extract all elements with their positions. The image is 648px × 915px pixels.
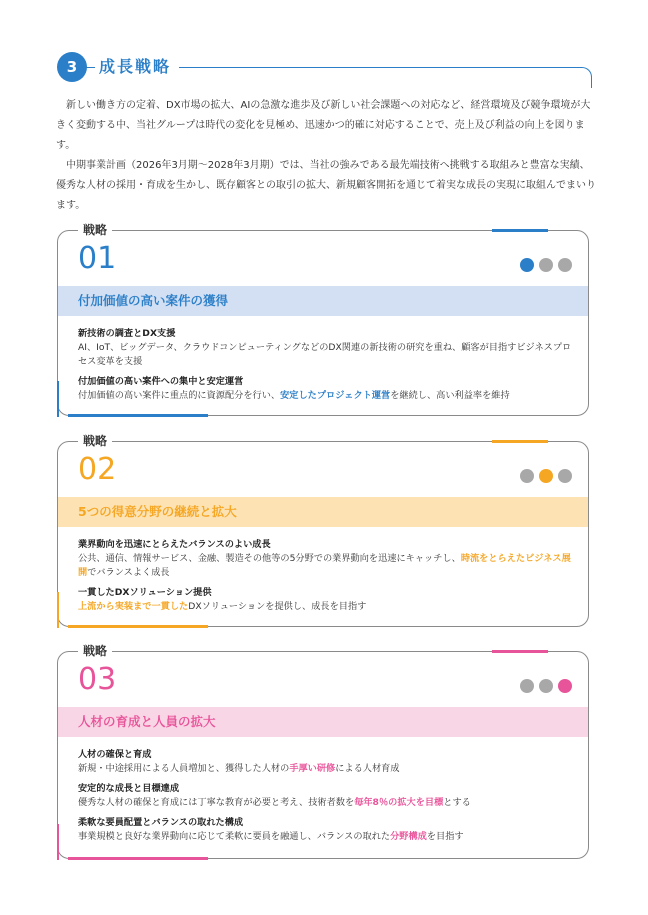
item-text-pre: 事業規模と良好な業界動向に応じて柔軟に要員を融通し、バランスの取れた bbox=[78, 831, 391, 842]
item-text bbox=[78, 830, 578, 844]
item-heading: 安定的な成長と目標達成 bbox=[78, 783, 180, 794]
indicator-dot bbox=[520, 679, 534, 693]
indicator-dot bbox=[558, 258, 572, 272]
strategy-items bbox=[78, 327, 578, 409]
item-text bbox=[78, 341, 578, 369]
strategy-card-01 bbox=[57, 223, 589, 416]
item-text-pre: AI、IoT、ビッグデータ、クラウドコンピューティングなどのDX関連の新技術の研究を重ね、顧客が目指すビジネスプロセス変革を支援 bbox=[78, 342, 572, 367]
indicator-dot-active bbox=[558, 679, 572, 693]
card-accent-bottom bbox=[68, 625, 208, 628]
item-text-highlight: 手厚い研修 bbox=[289, 763, 336, 774]
strategy-tag: 戦略 bbox=[78, 222, 112, 238]
strategy-item bbox=[78, 327, 578, 369]
item-text bbox=[78, 600, 578, 614]
strategy-indicator-dots bbox=[515, 468, 572, 487]
strategy-number: 03 bbox=[78, 662, 117, 697]
item-text-post: による人材育成 bbox=[335, 763, 400, 774]
strategy-number: 02 bbox=[78, 452, 117, 487]
strategy-items bbox=[78, 748, 578, 850]
card-accent-bottom bbox=[68, 857, 208, 860]
section-number-badge: 3 bbox=[57, 52, 87, 82]
card-accent-left bbox=[57, 592, 59, 628]
strategy-item bbox=[78, 816, 578, 844]
card-accent-top bbox=[492, 229, 548, 232]
strategy-card-03 bbox=[57, 644, 589, 859]
item-heading: 人材の確保と育成 bbox=[78, 749, 152, 760]
item-text-pre: 公共、通信、情報サービス、金融、製造その他等の5分野での業界動向を迅速にキャッチし、 bbox=[78, 553, 461, 564]
indicator-dot-active bbox=[539, 469, 553, 483]
section-header bbox=[57, 51, 592, 87]
strategy-indicator-dots bbox=[515, 257, 572, 276]
strategy-title: 付加価値の高い案件の獲得 bbox=[78, 293, 229, 308]
card-accent-left bbox=[57, 381, 59, 417]
item-text-post: とする bbox=[443, 797, 471, 808]
strategy-title-band bbox=[58, 497, 588, 527]
strategy-title-band bbox=[58, 286, 588, 316]
item-text bbox=[78, 552, 578, 580]
indicator-dot bbox=[520, 469, 534, 483]
item-text-pre: 新規・中途採用による人員増加と、獲得した人材の bbox=[78, 763, 290, 774]
indicator-dot-active bbox=[520, 258, 534, 272]
strategy-item bbox=[78, 586, 578, 614]
item-text bbox=[78, 389, 578, 403]
strategy-item bbox=[78, 782, 578, 810]
indicator-dot bbox=[539, 679, 553, 693]
card-accent-bottom bbox=[68, 414, 208, 417]
strategy-number: 01 bbox=[78, 241, 117, 276]
item-text-highlight: 上流から実装まで一貫した bbox=[78, 601, 189, 612]
item-text-post: でバランスよく成長 bbox=[87, 567, 170, 578]
item-text-highlight: 時流をとらえたビジネス展開 bbox=[78, 553, 571, 578]
strategy-title: 人材の育成と人員の拡大 bbox=[78, 714, 216, 729]
strategy-item bbox=[78, 538, 578, 580]
strategy-title: 5つの得意分野の継続と拡大 bbox=[78, 504, 237, 519]
item-text-post: を継続し、高い利益率を維持 bbox=[390, 390, 510, 401]
item-text bbox=[78, 796, 578, 810]
indicator-dot bbox=[539, 258, 553, 272]
indicator-dot bbox=[558, 469, 572, 483]
card-accent-top bbox=[492, 440, 548, 443]
strategy-items bbox=[78, 538, 578, 620]
item-heading: 柔軟な要員配置とバランスの取れた構成 bbox=[78, 817, 244, 828]
strategy-indicator-dots bbox=[515, 678, 572, 697]
card-accent-left bbox=[57, 824, 59, 860]
strategy-item bbox=[78, 375, 578, 403]
item-text bbox=[78, 762, 578, 776]
item-text-post: を目指す bbox=[426, 831, 464, 842]
intro-paragraph-2: 中期事業計画（2026年3月期～2028年3月期）では、当社の強みである最先端技術へ挑戦する取組みと豊富な実績、優秀な人材の採用・育成を生かし、既存顧客との取引の拡大、新規顧客開拓を通じて着実な成長の実現に取組んでまいります。 bbox=[56, 160, 596, 211]
strategy-tag: 戦略 bbox=[78, 643, 112, 659]
item-heading: 業界動向を迅速にとらえたバランスのよい成長 bbox=[78, 539, 271, 550]
item-text-pre: 優秀な人材の確保と育成には丁寧な教育が必要と考え、技術者数を bbox=[78, 797, 355, 808]
section-title: 成長戦略 bbox=[95, 55, 179, 79]
card-accent-top bbox=[492, 650, 548, 653]
strategy-title-band bbox=[58, 707, 588, 737]
item-text-pre: 付加価値の高い案件に重点的に資源配分を行い、 bbox=[78, 390, 281, 401]
item-text-highlight: 安定したプロジェクト運営 bbox=[280, 390, 391, 401]
item-text-highlight: 毎年8％の拡大を目標 bbox=[354, 797, 444, 808]
intro-text bbox=[56, 96, 596, 216]
strategy-tag: 戦略 bbox=[78, 433, 112, 449]
item-heading: 一貫したDXソリューション提供 bbox=[78, 587, 212, 598]
intro-paragraph-1: 新しい働き方の定着、DX市場の拡大、AIの急激な進歩及び新しい社会課題への対応など、経営環境及び競争環境が大きく変動する中、当社グループは時代の変化を見極め、迅速かつ的確に対応することで、売上及び利益の向上を図ります。 bbox=[56, 100, 591, 151]
item-text-highlight: 分野構成 bbox=[390, 831, 427, 842]
item-heading: 付加価値の高い案件への集中と安定運営 bbox=[78, 376, 244, 387]
strategy-card-02 bbox=[57, 434, 589, 627]
item-heading: 新技術の調査とDX支援 bbox=[78, 328, 176, 339]
strategy-item bbox=[78, 748, 578, 776]
item-text-post: DXソリューションを提供し、成長を目指す bbox=[188, 601, 367, 612]
